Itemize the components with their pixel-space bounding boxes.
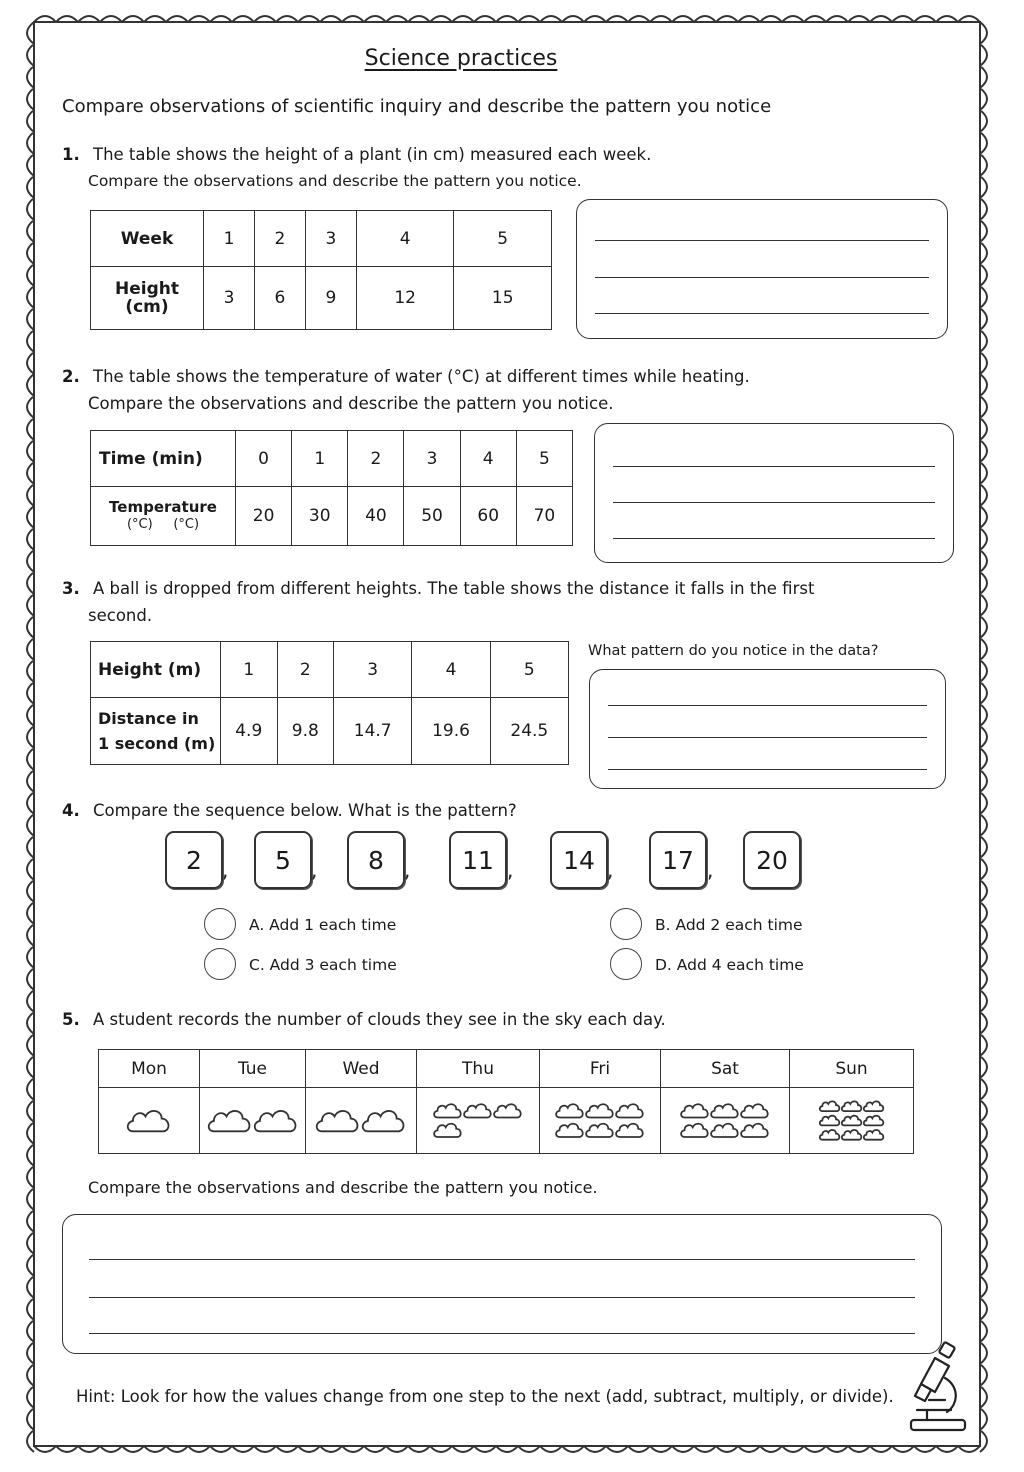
cloud-table bbox=[98, 1049, 914, 1154]
cloud-group bbox=[313, 1104, 409, 1138]
cloud-group bbox=[124, 1104, 174, 1138]
sequence-number-box: 11 bbox=[449, 831, 507, 889]
sequence-number-box: 2 bbox=[165, 831, 223, 889]
sequence-comma: , bbox=[404, 858, 411, 882]
q4-line: Compare the sequence below. What is the pattern? bbox=[93, 801, 517, 820]
q1-line2: Compare the observations and describe the pattern you notice. bbox=[88, 172, 582, 190]
q2-temp-cell: 20 bbox=[236, 487, 292, 546]
q5-line: A student records the number of clouds they see in the sky each day. bbox=[93, 1010, 666, 1029]
option-b-radio[interactable] bbox=[610, 908, 642, 940]
cloud-icon bbox=[841, 1130, 860, 1140]
q5-prompt: Compare the observations and describe the pattern you notice. bbox=[88, 1178, 598, 1197]
day-header: Mon bbox=[99, 1050, 200, 1088]
q1-table bbox=[90, 210, 552, 330]
cloud-cell bbox=[99, 1088, 200, 1154]
cloud-icon bbox=[317, 1111, 358, 1131]
cloud-icon bbox=[819, 1130, 838, 1140]
cloud-icon bbox=[741, 1104, 768, 1117]
q1-text bbox=[62, 145, 651, 164]
cloud-icon bbox=[863, 1130, 882, 1140]
option-b-label: B. Add 2 each time bbox=[655, 916, 803, 934]
cloud-icon bbox=[556, 1124, 583, 1137]
answer-line bbox=[89, 1259, 915, 1260]
q2-time-cell: 3 bbox=[404, 431, 460, 487]
q2-table bbox=[90, 430, 573, 546]
q5-text bbox=[62, 1010, 666, 1029]
q3-prompt: What pattern do you notice in the data? bbox=[588, 643, 879, 659]
option-a-label: A. Add 1 each time bbox=[249, 916, 397, 934]
cloud-icon bbox=[711, 1124, 738, 1137]
q2-temp-cell: 70 bbox=[516, 487, 572, 546]
cloud-group bbox=[553, 1099, 647, 1142]
q2-time-cell: 0 bbox=[236, 431, 292, 487]
cloud-group bbox=[817, 1097, 887, 1144]
cloud-icon bbox=[434, 1104, 461, 1117]
q3-distance-header bbox=[91, 698, 221, 765]
cloud-icon bbox=[363, 1111, 404, 1131]
cloud-icon bbox=[681, 1124, 708, 1137]
q2-time-cell: 4 bbox=[460, 431, 516, 487]
sequence-comma: , bbox=[222, 858, 229, 882]
q2-line2: Compare the observations and describe the pattern you notice. bbox=[88, 394, 614, 413]
answer-line bbox=[613, 538, 935, 539]
q1-week-cell: 3 bbox=[305, 211, 356, 267]
q1-number: 1. bbox=[62, 145, 80, 164]
cloud-icon bbox=[819, 1101, 838, 1111]
day-header: Fri bbox=[540, 1050, 661, 1088]
q3-table bbox=[90, 641, 569, 765]
day-header: Sat bbox=[661, 1050, 790, 1088]
q3-line2: second. bbox=[88, 606, 153, 625]
q3-height-header: Height (m) bbox=[91, 642, 221, 698]
sequence-number-box: 17 bbox=[649, 831, 707, 889]
cloud-icon bbox=[616, 1124, 643, 1137]
q2-temp-cell: 50 bbox=[404, 487, 460, 546]
answer-line bbox=[608, 737, 927, 738]
q3-answer-box[interactable] bbox=[589, 669, 946, 789]
cloud-icon bbox=[128, 1111, 169, 1131]
cloud-group bbox=[431, 1099, 525, 1142]
q3-height-cell: 1 bbox=[221, 642, 278, 698]
answer-line bbox=[608, 769, 927, 770]
q3-height-cell: 3 bbox=[334, 642, 412, 698]
cloud-icon bbox=[841, 1116, 860, 1126]
q3-height-cell: 4 bbox=[412, 642, 490, 698]
q1-week-cell: 5 bbox=[454, 211, 552, 267]
day-header: Tue bbox=[200, 1050, 306, 1088]
answer-line bbox=[595, 240, 929, 241]
answer-line bbox=[89, 1297, 915, 1298]
microscope-icon bbox=[905, 1340, 971, 1436]
cloud-icon bbox=[863, 1116, 882, 1126]
q1-height-cell: 3 bbox=[204, 267, 255, 330]
day-header: Thu bbox=[417, 1050, 540, 1088]
q2-number: 2. bbox=[62, 367, 80, 386]
answer-line bbox=[613, 502, 935, 503]
q2-temp-cell: 30 bbox=[292, 487, 348, 546]
hint-text: Hint: Look for how the values change from one step to the next (add, subtract, multiply, or divide). bbox=[76, 1387, 894, 1406]
q3-height-cell: 5 bbox=[490, 642, 568, 698]
cloud-icon bbox=[556, 1104, 583, 1117]
option-c-label: C. Add 3 each time bbox=[249, 956, 397, 974]
q1-height-cell: 15 bbox=[454, 267, 552, 330]
cloud-icon bbox=[863, 1101, 882, 1111]
q4-text bbox=[62, 801, 517, 820]
q2-line1: The table shows the temperature of water (°C) at different times while heating. bbox=[93, 367, 750, 386]
cloud-cell bbox=[540, 1088, 661, 1154]
cloud-icon bbox=[681, 1104, 708, 1117]
q1-height-unit: (cm) bbox=[125, 297, 169, 317]
q3-height-cell: 2 bbox=[277, 642, 334, 698]
sequence-comma: , bbox=[707, 858, 714, 882]
q3-distance-cell: 9.8 bbox=[277, 698, 334, 765]
q3-number: 3. bbox=[62, 579, 80, 598]
cloud-icon bbox=[254, 1111, 295, 1131]
q3-distance-cell: 14.7 bbox=[334, 698, 412, 765]
cloud-group bbox=[205, 1104, 301, 1138]
q2-answer-box[interactable] bbox=[594, 423, 954, 563]
q3-text bbox=[62, 579, 814, 598]
sequence-number-box: 14 bbox=[550, 831, 608, 889]
option-d-radio[interactable] bbox=[610, 948, 642, 980]
answer-line bbox=[89, 1333, 915, 1334]
cloud-icon bbox=[841, 1101, 860, 1111]
cloud-cell bbox=[790, 1088, 914, 1154]
q5-number: 5. bbox=[62, 1010, 80, 1029]
q4-number: 4. bbox=[62, 801, 80, 820]
q1-height-cell: 9 bbox=[305, 267, 356, 330]
day-header: Sun bbox=[790, 1050, 914, 1088]
sequence-number-box: 8 bbox=[347, 831, 405, 889]
q2-text bbox=[62, 367, 750, 386]
q3-distance-label: Distance in bbox=[98, 709, 199, 728]
cloud-icon bbox=[586, 1104, 613, 1117]
cloud-icon bbox=[711, 1104, 738, 1117]
q1-height-label: Height bbox=[115, 279, 179, 299]
intro-text: Compare observations of scientific inquiry and describe the pattern you notice bbox=[62, 96, 772, 117]
cloud-cell bbox=[306, 1088, 417, 1154]
answer-line bbox=[608, 705, 927, 706]
option-a-radio[interactable] bbox=[204, 908, 236, 940]
cloud-icon bbox=[616, 1104, 643, 1117]
cloud-icon bbox=[494, 1104, 521, 1117]
q1-week-cell: 4 bbox=[356, 211, 454, 267]
q3-distance-cell: 24.5 bbox=[490, 698, 568, 765]
q2-time-cell: 2 bbox=[348, 431, 404, 487]
q1-height-cell: 12 bbox=[356, 267, 454, 330]
q2-temp-unit: (°C) (°C) bbox=[126, 517, 200, 532]
q1-week-cell: 2 bbox=[254, 211, 305, 267]
cloud-cell bbox=[200, 1088, 306, 1154]
q2-temp-header bbox=[91, 487, 236, 546]
q2-temp-cell: 60 bbox=[460, 487, 516, 546]
q3-line1: A ball is dropped from different heights. The table shows the distance it falls in the first bbox=[93, 579, 815, 598]
q1-week-header: Week bbox=[91, 211, 204, 267]
cloud-cell bbox=[661, 1088, 790, 1154]
cloud-icon bbox=[208, 1111, 249, 1131]
q2-time-header: Time (min) bbox=[91, 431, 236, 487]
q1-height-cell: 6 bbox=[254, 267, 305, 330]
option-c-radio[interactable] bbox=[204, 948, 236, 980]
q2-time-cell: 1 bbox=[292, 431, 348, 487]
cloud-cell bbox=[417, 1088, 540, 1154]
sequence-number-box: 5 bbox=[254, 831, 312, 889]
sequence-number-box: 20 bbox=[743, 831, 801, 889]
cloud-icon bbox=[819, 1116, 838, 1126]
cloud-icon bbox=[586, 1124, 613, 1137]
sequence-comma: , bbox=[507, 858, 514, 882]
cloud-icon bbox=[741, 1124, 768, 1137]
q2-temp-cell: 40 bbox=[348, 487, 404, 546]
answer-line bbox=[613, 466, 935, 467]
q1-height-header bbox=[91, 267, 204, 330]
q2-time-cell: 5 bbox=[516, 431, 572, 487]
q3-distance-cell: 19.6 bbox=[412, 698, 490, 765]
cloud-icon bbox=[464, 1104, 491, 1117]
q3-distance-cell: 4.9 bbox=[221, 698, 278, 765]
q1-answer-box[interactable] bbox=[576, 199, 948, 339]
cloud-icon bbox=[434, 1124, 461, 1137]
q5-answer-box[interactable] bbox=[62, 1214, 942, 1354]
answer-line bbox=[595, 313, 929, 314]
day-header: Wed bbox=[306, 1050, 417, 1088]
q2-temp-label: Temperature bbox=[109, 498, 217, 516]
q1-line1: The table shows the height of a plant (in cm) measured each week. bbox=[93, 145, 652, 164]
page-title: Science practices bbox=[364, 46, 558, 71]
sequence-comma: , bbox=[311, 858, 318, 882]
q1-week-cell: 1 bbox=[204, 211, 255, 267]
q3-distance-unit: 1 second (m) bbox=[98, 734, 216, 753]
option-d-label: D. Add 4 each time bbox=[655, 956, 804, 974]
answer-line bbox=[595, 277, 929, 278]
sequence-comma: , bbox=[607, 858, 614, 882]
cloud-group bbox=[678, 1099, 772, 1142]
